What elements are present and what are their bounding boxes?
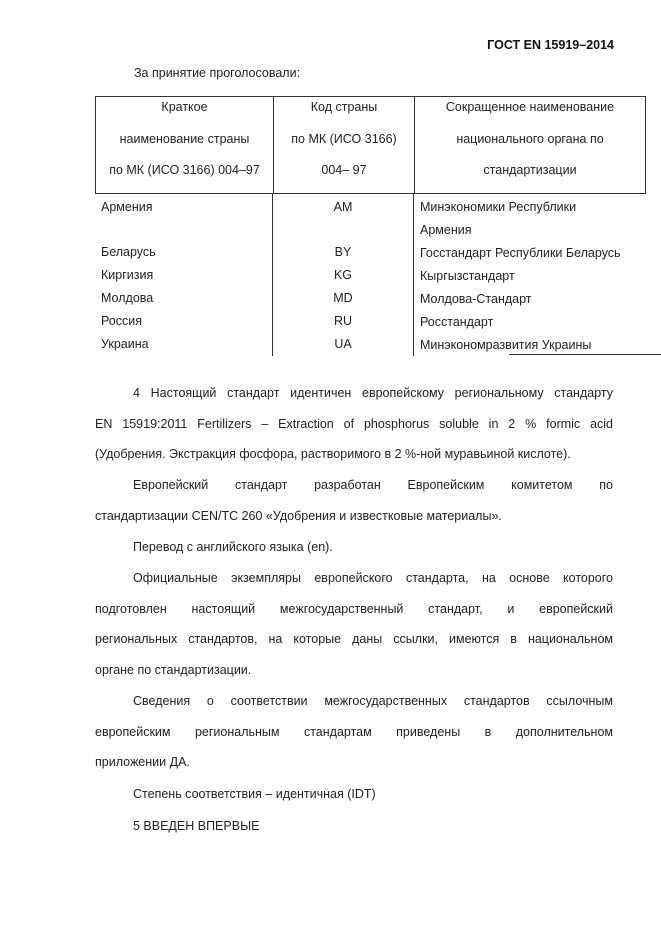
paragraph-translation <box>95 532 613 563</box>
paragraph-line: органе по стандартизации. <box>95 662 252 677</box>
table-cell: Минэкономики Республики <box>420 200 577 214</box>
paragraph-5-introduced <box>95 811 613 842</box>
table-cell: Молдова-Стандарт <box>420 292 532 306</box>
header-text: 004– 97 <box>321 163 367 177</box>
table-cell: AM <box>333 200 353 214</box>
voting-intro: За принятие проголосовали: <box>134 66 301 80</box>
table-cell: Минэкономразвития Украины <box>420 338 592 352</box>
table-cell: Армения <box>101 200 153 214</box>
paragraph-line: европейским региональным стандартам приведены в дополнительном <box>95 724 613 739</box>
header-standards-body <box>414 97 646 193</box>
paragraph-line: Перевод с английского языка (en). <box>133 540 333 554</box>
paragraph-line: Сведения о соответствии межгосударственных стандартов ссылочным <box>133 694 613 708</box>
table-cell: Молдова <box>101 291 154 305</box>
table-header-row <box>95 96 646 194</box>
header-text: Код страны <box>310 100 378 114</box>
table-cell: Киргизия <box>101 268 154 282</box>
table-cell <box>273 219 413 241</box>
header-country-name <box>95 97 273 193</box>
header-country-code <box>273 97 414 193</box>
table-body <box>95 194 646 356</box>
table-cell: Госстандарт Республики Беларусь <box>420 246 621 260</box>
paragraph-line: 5 ВВЕДЕН ВПЕРВЫЕ <box>133 819 260 833</box>
paragraph-correspondence-info <box>95 686 613 778</box>
paragraph-line: региональных стандартов, на которые даны ссылки, имеются в национальном <box>95 632 613 646</box>
table-cell: Беларусь <box>101 245 156 259</box>
table-cell: Росстандарт <box>420 315 494 329</box>
table-bottom-rule <box>509 354 661 355</box>
country-code-column <box>273 194 414 356</box>
paragraph-line: 4 Настоящий стандарт идентичен европейскому региональному стандарту <box>133 386 613 400</box>
paragraph-line: приложении ДА. <box>95 755 190 769</box>
document-code: ГОСТ EN 15919–2014 <box>487 38 614 52</box>
table-cell: Кыргызстандарт <box>420 269 515 283</box>
header-text: наименование страны <box>119 131 250 146</box>
table-cell: Россия <box>101 314 142 328</box>
header-text: Краткое <box>161 100 208 114</box>
table-cell: BY <box>334 245 352 259</box>
standards-body-column <box>414 194 646 356</box>
table-cell: UA <box>334 337 352 351</box>
header-text: по МК (ИСО 3166) <box>291 131 397 146</box>
table-cell: Украина <box>101 337 149 351</box>
header-text: Сокращенное наименование <box>445 100 615 114</box>
paragraph-line: Официальные экземпляры европейского стандарта, на основе которого <box>133 571 613 585</box>
country-name-column <box>95 194 273 356</box>
paragraph-line: EN 15919:2011 Fertilizers – Extraction of phosphorus soluble in 2 % formic acid <box>95 416 613 431</box>
paragraph-4-identity <box>95 378 613 470</box>
table-cell: MD <box>333 291 353 305</box>
paragraph-official-copies <box>95 563 613 685</box>
paragraph-line: подготовлен настоящий межгосударственный стандарт, и европейский <box>95 601 613 616</box>
table-cell: Армения <box>420 223 472 237</box>
voting-table <box>95 96 646 356</box>
paragraph-line: стандартизации CEN/TC 260 «Удобрения и известковые материалы». <box>95 508 502 523</box>
table-cell: KG <box>333 268 353 282</box>
header-text: стандартизации <box>483 163 577 177</box>
paragraph-degree <box>95 779 613 810</box>
paragraph-line: Европейский стандарт разработан Европейским комитетом по <box>133 478 613 492</box>
paragraph-line: Степень соответствия – идентичная (IDT) <box>133 787 376 801</box>
header-text: по МК (ИСО 3166) 004–97 <box>109 163 260 177</box>
paragraph-european-standard <box>95 470 613 531</box>
table-cell <box>101 219 272 241</box>
table-cell: RU <box>333 314 353 328</box>
paragraph-line: (Удобрения. Экстракция фосфора, растворимого в 2 %-ной муравьиной кислоте). <box>95 447 571 461</box>
header-text: национального органа по <box>456 131 604 146</box>
